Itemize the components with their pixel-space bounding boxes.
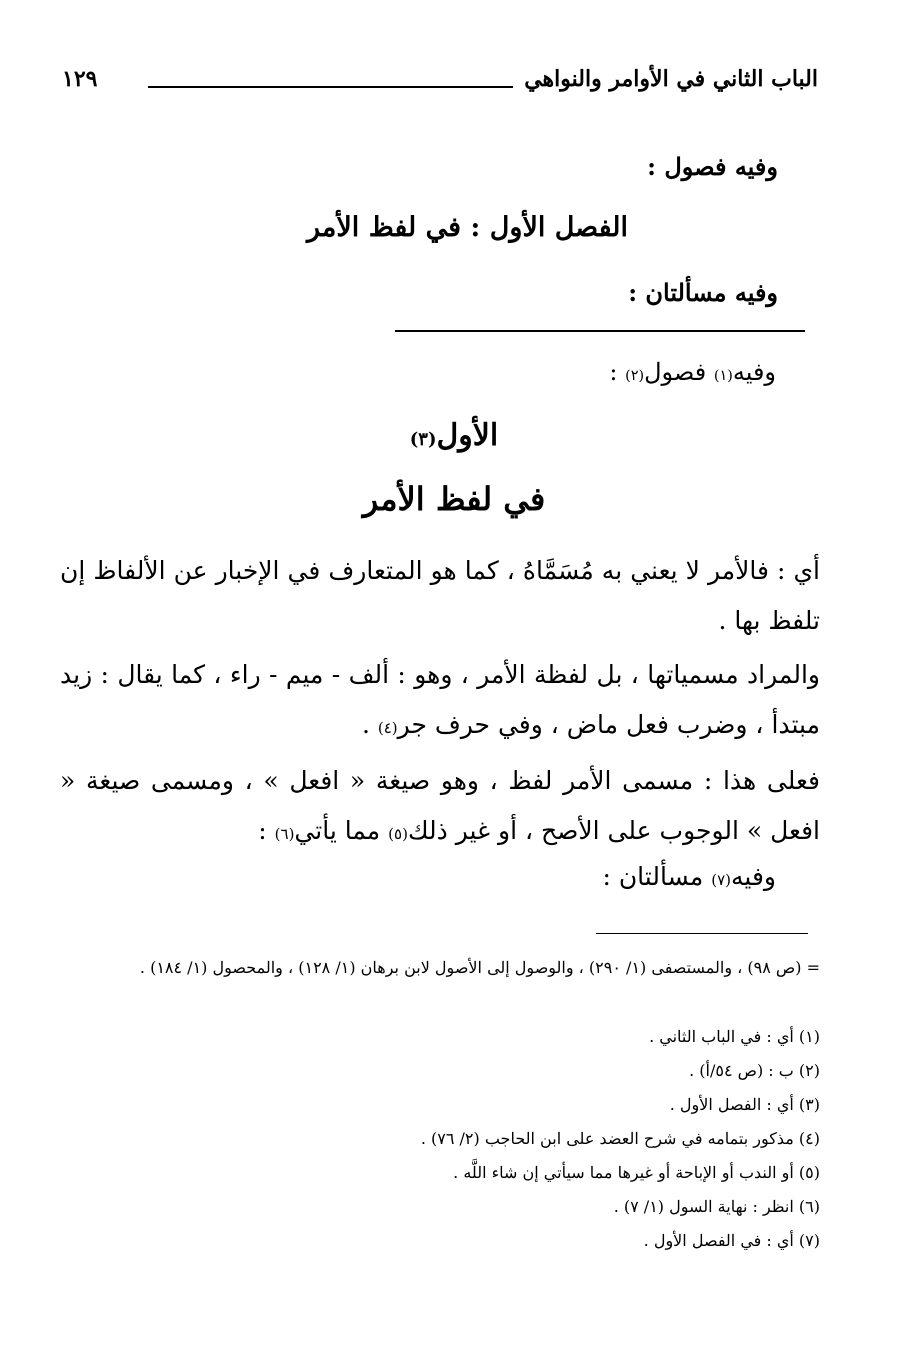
footnote-4: (٤) مذكور بتمامه في شرح العضد على ابن الحاجب (٢/ ٧٦) . bbox=[420, 1129, 820, 1148]
footnote-ref-2[interactable]: (٢) bbox=[625, 368, 645, 384]
footnote-3: (٣) أي : الفصل الأول . bbox=[669, 1095, 820, 1114]
intro-word-1: وفيه bbox=[732, 358, 776, 386]
footnote-ref-5[interactable]: (٥) bbox=[388, 825, 408, 843]
intro-line: وفيه فصول : bbox=[647, 152, 778, 181]
chapter-heading: الفصل الأول : في لفظ الأمر bbox=[307, 212, 628, 243]
footnote-1: (١) أي : في الباب الثاني . bbox=[649, 1027, 820, 1046]
section-heading-first-text: الأول bbox=[436, 418, 499, 453]
page-number: ١٢٩ bbox=[62, 66, 98, 92]
running-header-title: الباب الثاني في الأوامر والنواهي bbox=[524, 66, 818, 92]
issues-line: وفيه مسألتان : bbox=[628, 278, 778, 307]
footnote-ref-7[interactable]: (٧) bbox=[711, 871, 732, 889]
paragraph-3-end: : bbox=[258, 816, 267, 845]
footnote-2: (٢) ب : (ص ٥٤/أ) . bbox=[689, 1061, 820, 1080]
header-rule bbox=[148, 86, 513, 88]
paragraph-2 bbox=[60, 650, 820, 750]
paragraph-1: أي : فالأمر لا يعني به مُسَمَّاهُ ، كما هو المتعارف في الإخبار عن الألفاظ إن تلفظ بها . bbox=[60, 556, 820, 635]
intro-colon: : bbox=[609, 358, 618, 386]
footnote-5: (٥) أو الندب أو الإباحة أو غيرها مما سيأتي إن شاء اللَّه . bbox=[453, 1163, 820, 1182]
footnote-continuation: = (ص ٩٨) ، والمستصفى (١/ ٢٩٠) ، والوصول إلى الأصول لابن برهان (١/ ١٢٨) ، والمحصول (١/ ١٨٤) . bbox=[139, 958, 820, 977]
paragraph-3 bbox=[60, 756, 820, 856]
closing-line bbox=[602, 862, 776, 891]
section-divider bbox=[395, 330, 805, 332]
paragraph-2-end: . bbox=[361, 710, 370, 739]
paragraph-3-text-b: مما يأتي bbox=[294, 816, 381, 845]
intro-word-2: فصول bbox=[644, 358, 707, 386]
footnote-ref-3[interactable]: (٣) bbox=[409, 429, 437, 450]
footnote-ref-4[interactable]: (٤) bbox=[377, 719, 398, 737]
section-heading-title: في لفظ الأمر bbox=[362, 480, 546, 518]
footnote-ref-6[interactable]: (٦) bbox=[274, 825, 295, 843]
closing-word-1: وفيه bbox=[731, 862, 776, 891]
footnote-separator bbox=[596, 933, 808, 934]
footnote-7: (٧) أي : في الفصل الأول . bbox=[643, 1231, 820, 1250]
section-heading-first bbox=[0, 418, 908, 453]
intro-paragraph bbox=[609, 358, 776, 386]
footnote-ref-1[interactable]: (١) bbox=[713, 368, 733, 384]
footnote-list bbox=[60, 1020, 820, 1258]
paragraph-3-text-a: فعلى هذا : مسمى الأمر لفظ ، وهو صيغة « افعل » ، ومسمى صيغة « افعل » الوجوب على الأصح ، أو غير ذلك bbox=[60, 766, 820, 845]
closing-word-2: مسألتان : bbox=[602, 862, 704, 891]
paragraph-2-text: والمراد مسمياتها ، بل لفظة الأمر ، وهو : ألف - ميم - راء ، كما يقال : زيد مبتدأ ، وضرب فعل ماض ، وفي حرف جر bbox=[60, 660, 820, 739]
footnote-6: (٦) انظر : نهاية السول (١/ ٧) . bbox=[613, 1197, 820, 1216]
